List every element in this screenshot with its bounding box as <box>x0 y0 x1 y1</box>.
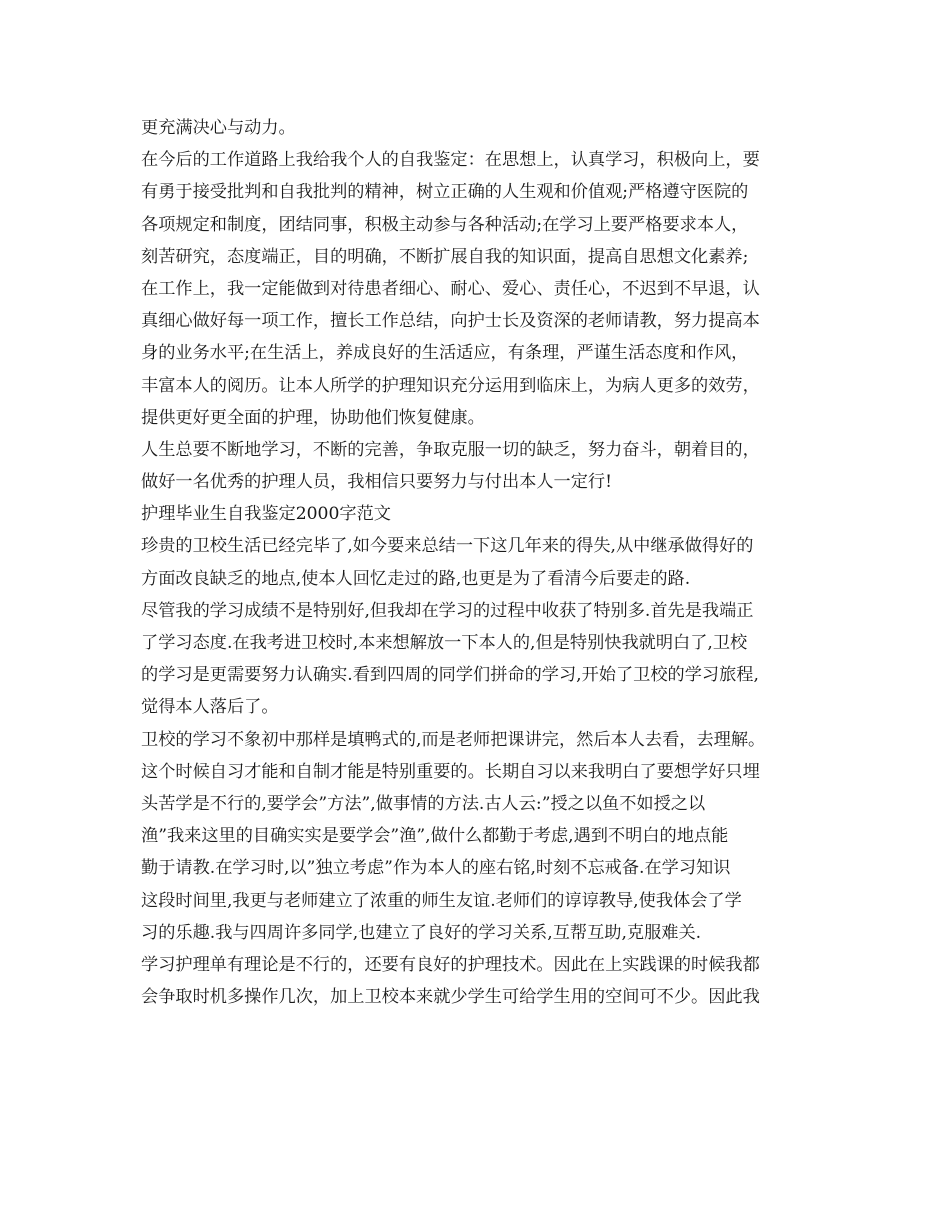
text-line: 这个时候自习才能和自制才能是特别重要的。长期自习以来我明白了要想学好只埋 <box>141 761 760 782</box>
text-line: 各项规定和制度，团结同事，积极主动参与各种活动;在学习上要严格要求本人， <box>141 214 749 235</box>
text-line: 卫校的学习不象初中那样是填鸭式的,而是老师把课讲完，然后本人去看，去理解。 <box>141 729 766 750</box>
text-line: 勤于请教.在学习时,以”独立考虑”作为本人的座右铭,时刻不忘戒备.在学习知识 <box>141 858 731 879</box>
text-line: 人生总要不断地学习，不断的完善，争取克服一切的缺乏，努力奋斗，朝着目的， <box>141 439 760 460</box>
text-line: 身的业务水平;在生活上，养成良好的生活适应，有条理，严谨生活态度和作风， <box>141 343 749 364</box>
text-line: 了学习态度.在我考进卫校时,本来想解放一下本人的,但是特别快我就明白了,卫校 <box>141 633 748 653</box>
text-line: 真细心做好每一项工作，擅长工作总结，向护士长及资深的老师请教，努力提高本 <box>141 311 760 332</box>
text-line: 在工作上，我一定能做到对待患者细心、耐心、爱心、责任心，不迟到不早退，认 <box>141 278 760 299</box>
text-line: 会争取时机多操作几次，加上卫校本来就少学生可给学生用的空间可不少。因此我 <box>141 987 760 1008</box>
text-line: 觉得本人落后了。 <box>141 697 279 718</box>
text-line: 的学习是更需要努力认确实.看到四周的同学们拼命的学习,开始了卫校的学习旅程, <box>141 665 759 686</box>
text-line: 习的乐趣.我与四周许多同学,也建立了良好的学习关系,互帮互助,克服难关. <box>141 922 702 943</box>
text-line: 刻苦研究，态度端正，目的明确，不断扩展自我的知识面，提高自思想文化素养; <box>141 246 749 267</box>
text-line: 尽管我的学习成绩不是特别好,但我却在学习的过程中收获了特别多.首先是我端正 <box>141 600 754 621</box>
text-line: 渔”我来这里的目确实实是要学会”渔”,做什么都勤于考虑,遇到不明白的地点能 <box>141 826 729 847</box>
text-line: 丰富本人的阅历。让本人所学的护理知识充分运用到临床上，为病人更多的效劳， <box>141 375 760 396</box>
text-line: 更充满决心与动力。 <box>141 118 296 138</box>
text-line: 有勇于接受批判和自我批判的精神，树立正确的人生观和价值观;严格遵守医院的 <box>141 182 749 203</box>
document-body <box>141 112 831 1013</box>
text-line: 学习护理单有理论是不行的，还要有良好的护理技术。因此在上实践课的时候我都 <box>141 954 760 975</box>
text-line: 珍贵的卫校生活已经完毕了,如今要来总结一下这几年来的得失,从中继承做得好的 <box>141 536 754 557</box>
text-line: 提供更好更全面的护理，协助他们恢复健康。 <box>141 407 485 428</box>
text-line: 方面改良缺乏的地点,使本人回忆走过的路,也更是为了看清今后要走的路. <box>141 568 691 589</box>
text-line: 这段时间里,我更与老师建立了浓重的师生友谊.老师们的谆谆教导,使我体会了学 <box>141 890 742 911</box>
section-heading: 护理毕业生自我鉴定2000字范文 <box>141 504 391 525</box>
text-line: 做好一名优秀的护理人员，我相信只要努力与付出本人一定行! <box>141 472 612 493</box>
text-line: 头苦学是不行的,要学会”方法”,做事情的方法.古人云:”授之以鱼不如授之以 <box>141 793 706 814</box>
text-line: 在今后的工作道路上我给我个人的自我鉴定：在思想上，认真学习，积极向上，要 <box>141 150 760 171</box>
